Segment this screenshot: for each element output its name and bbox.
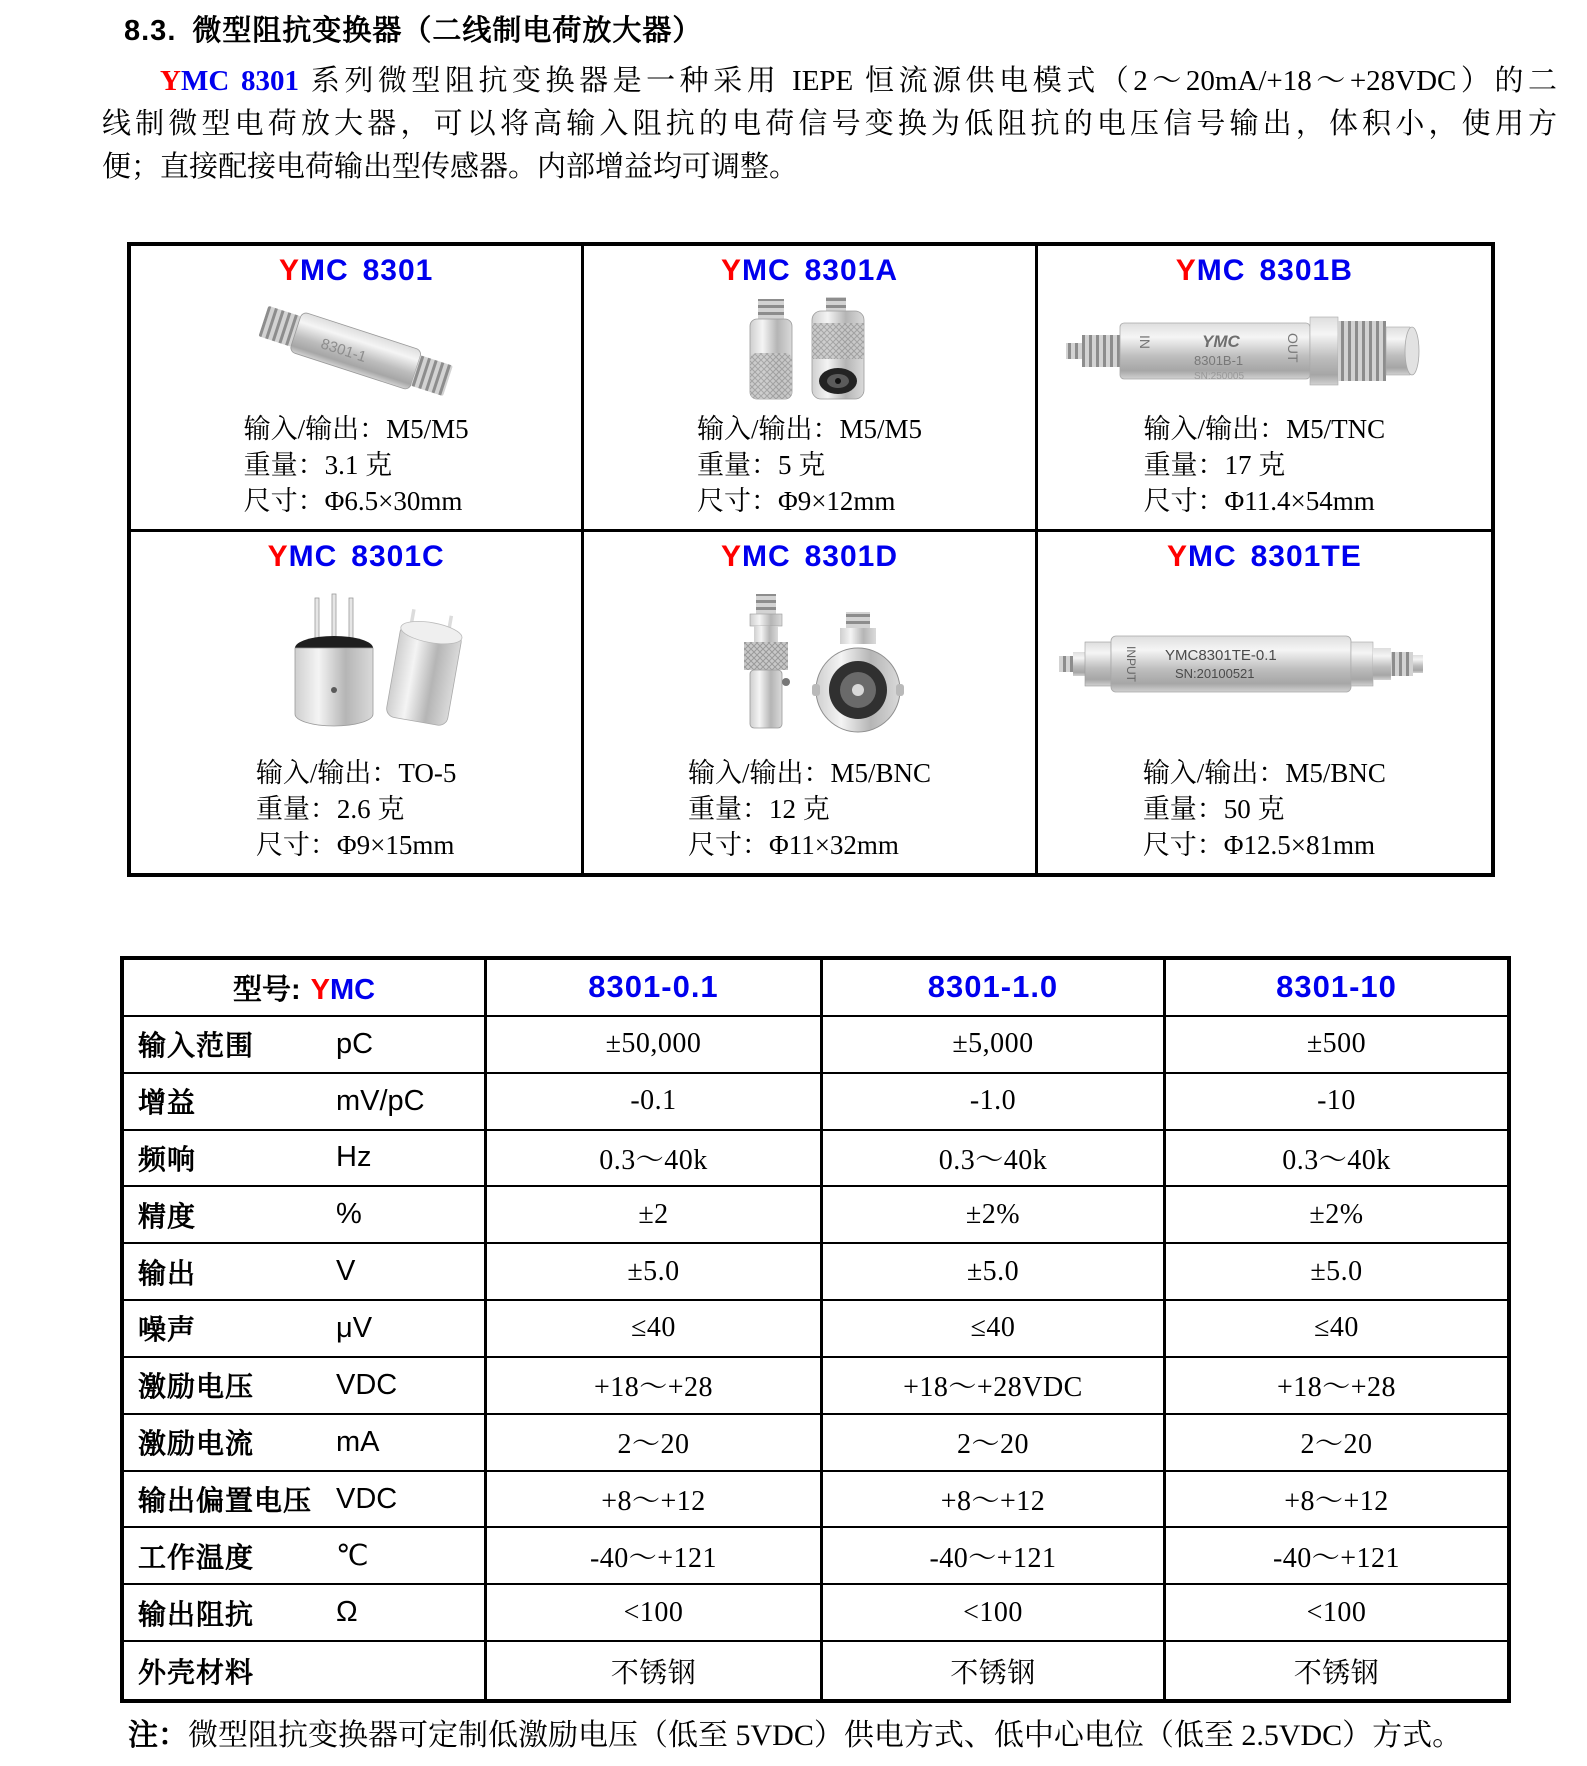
spec-value: -40～+121 [823,1528,1166,1585]
product-marking: IN [1137,334,1154,349]
product-cell-8301b [1038,246,1491,532]
spec-value: ±2% [823,1187,1166,1244]
product-io: 输入/输出：M5/M5 [243,414,469,444]
product-marking: YMC8301TE-0.1 [1165,646,1278,664]
spec-value: ±2% [1166,1187,1507,1244]
product-specs [256,755,457,863]
spec-row-label: 频响 Hz [124,1131,487,1188]
product-io: 输入/输出：M5/M5 [696,414,922,444]
spec-value: -10 [1166,1074,1507,1131]
product-io: 输入/输出：M5/BNC [687,758,931,788]
spec-value: ≤40 [1166,1301,1507,1358]
spec-value: 0.3～40k [1166,1131,1507,1188]
brand-y: Y [310,973,330,1006]
spec-row-label: 输入范围 pC [124,1017,487,1074]
spec-unit: VDC [336,1368,398,1401]
spec-value: <100 [1166,1585,1507,1642]
product-specs [1143,755,1386,863]
product-size: 尺寸：Φ12.5×81mm [1142,830,1376,860]
spec-header-model: 8301-0.1 [487,960,823,1017]
product-weight: 重量：5 克 [696,450,826,480]
brand-model: MC 8301 [180,65,300,97]
spec-value: +18～+28 [487,1358,823,1415]
product-model: 8301B [1259,254,1353,287]
product-marking: OUT [1285,332,1302,363]
product-model: 8301C [351,540,445,573]
intro-line: 线制微型电荷放大器，可以将高输入阻抗的电荷信号变换为低阻抗的电压信号输出，体积小，使用方 [102,108,1557,140]
product-io: 输入/输出：TO-5 [255,758,457,788]
product-title [279,254,433,288]
product-photo-8301d [584,574,1034,755]
product-weight: 重量：50 克 [1142,794,1285,824]
spec-value: ≤40 [823,1301,1166,1358]
spec-row-label: 精度 % [124,1187,487,1244]
spec-value: ±5.0 [1166,1244,1507,1301]
product-size: 尺寸：Φ9×12mm [696,486,896,516]
product-cell-8301d [584,532,1037,873]
product-weight: 重量：3.1 克 [243,450,393,480]
brand-y: Y [160,65,181,97]
spec-value: 不锈钢 [1293,1657,1380,1689]
footnote [128,1710,1462,1754]
spec-value: ±50,000 [487,1017,823,1074]
brand-y: Y [1166,540,1188,573]
product-size: 尺寸：Φ9×15mm [255,830,455,860]
product-model: 8301D [804,540,899,573]
spec-value: ±2 [487,1187,823,1244]
product-title [721,254,898,288]
product-specs [244,411,469,519]
spec-value: -40～+121 [487,1528,823,1585]
brand-y: Y [278,254,300,287]
product-photo-8301b-svg [1054,291,1474,409]
intro-line: 便；直接配接电荷输出型传感器。内部增益均可调整。 [102,151,799,183]
brand-y: Y [720,254,742,287]
spec-value: +18～+28 [1166,1358,1507,1415]
product-marking: SN:20100521 [1175,665,1255,681]
product-weight: 重量：17 克 [1143,450,1286,480]
product-specs [1144,411,1386,519]
product-cell-8301te [1038,532,1491,873]
spec-value: -0.1 [487,1074,823,1131]
product-model: 8301A [804,254,899,287]
product-title [1176,254,1353,288]
product-cell-8301c [131,532,584,873]
spec-unit: V [336,1255,356,1288]
spec-row-label: 输出 V [124,1244,487,1301]
spec-row-label: 激励电流 mA [124,1415,487,1472]
product-title [268,540,445,574]
footnote-text: 微型阻抗变换器可定制低激励电压（低至 5VDC）供电方式、低中心电位（低至 2.5VDC）方式。 [188,1719,1463,1752]
product-marking: SN:250005 [1194,370,1245,382]
spec-unit: VDC [336,1482,398,1515]
spec-value: 不锈钢 [487,1642,823,1699]
spec-value: +8～+12 [1166,1472,1507,1529]
spec-value: ±500 [1166,1017,1507,1074]
product-model: 8301TE [1250,540,1362,573]
product-size: 尺寸：Φ11.4×54mm [1143,486,1375,516]
product-photo-8301a-svg [704,291,914,409]
spec-row-label: 激励电压 VDC [124,1358,487,1415]
spec-unit: mA [336,1425,380,1458]
spec-unit: ℃ [336,1540,369,1573]
footnote-label: 注： [128,1719,188,1752]
spec-value: <100 [823,1585,1166,1642]
product-photo-8301d-svg [694,586,924,744]
product-title [721,540,898,574]
spec-unit: % [336,1198,362,1231]
spec-header-model: 8301-10 [1166,960,1507,1017]
spec-value: 2～20 [1166,1415,1507,1472]
brand-mc: MC [288,540,338,573]
product-photo-8301b [1038,288,1491,411]
spec-value: -1.0 [823,1074,1166,1131]
product-weight: 重量：12 克 [687,794,830,824]
spec-unit: μV [336,1311,373,1344]
spec-table [120,956,1511,1703]
brand-mc: MC [741,540,791,573]
spec-value: ±5,000 [823,1017,1166,1074]
intro-text: 系列微型阻抗变换器是一种采用 IEPE 恒流源供电模式（2～20mA/+18～+28VDC）的二 [299,65,1557,97]
product-photo-8301-svg [231,291,481,409]
brand-mc: MC [741,254,791,287]
spec-value: -40～+121 [1166,1528,1507,1585]
brand-mc: MC [299,254,349,287]
product-photo-8301c [131,574,581,755]
spec-row-label: 外壳材料 [124,1642,487,1699]
section-heading [124,8,702,49]
product-photo-8301te-svg [1049,590,1479,740]
intro-line [102,60,1557,103]
brand-mc: MC [329,973,376,1006]
product-cell-8301a [584,246,1037,532]
spec-row-label: 工作温度 ℃ [124,1528,487,1585]
spec-unit: Hz [336,1141,372,1174]
product-specs [688,755,931,863]
section-number: 8.3. [124,15,177,47]
brand-y: Y [267,540,289,573]
spec-value: ±5.0 [487,1244,823,1301]
brand-mc: MC [1187,540,1237,573]
product-title [1167,540,1362,574]
product-photo-8301 [131,288,581,411]
spec-value: 0.3～40k [823,1131,1166,1188]
spec-unit: Ω [336,1596,358,1629]
product-marking: 8301B-1 [1194,352,1244,368]
product-marking: 8301-1 [318,334,369,366]
spec-unit: mV/pC [336,1084,425,1117]
spec-row-label: 输出偏置电压 VDC [124,1472,487,1529]
spec-header-model-label [124,960,487,1017]
product-specs [697,411,922,519]
spec-row-label: 输出阻抗 Ω [124,1585,487,1642]
product-photo-8301a [584,288,1034,411]
product-photo-8301c-svg [241,586,471,744]
product-io: 输入/输出：M5/BNC [1142,758,1386,788]
intro-paragraph [102,60,1557,189]
brand-mc: MC [1196,254,1246,287]
brand-y: Y [1175,254,1197,287]
product-gallery-table [127,242,1495,877]
spec-value: +8～+12 [823,1472,1166,1529]
spec-row-label: 噪声 μV [124,1301,487,1358]
spec-value: +18～+28VDC [823,1358,1166,1415]
product-marking: INPUT [1124,645,1139,682]
section-title: 微型阻抗变换器（二线制电荷放大器） [192,15,703,47]
spec-value: 0.3～40k [487,1131,823,1188]
product-model: 8301 [362,254,434,287]
spec-value: ±5.0 [823,1244,1166,1301]
product-cell-8301 [131,246,584,532]
spec-value: ≤40 [487,1301,823,1358]
spec-value: 2～20 [487,1415,823,1472]
spec-value: <100 [487,1585,823,1642]
product-photo-8301te [1038,574,1491,755]
product-weight: 重量：2.6 克 [255,794,405,824]
spec-row-label: 增益 mV/pC [124,1074,487,1131]
brand-y: Y [720,540,742,573]
product-size: 尺寸：Φ6.5×30mm [243,486,463,516]
product-size: 尺寸：Φ11×32mm [687,830,899,860]
product-io: 输入/输出：M5/TNC [1143,414,1386,444]
product-marking: YMC [1202,331,1241,351]
spec-value: +8～+12 [487,1472,823,1529]
spec-header-label: 型号: YMC [232,973,376,1006]
spec-value: 2～20 [823,1415,1166,1472]
spec-value: 不锈钢 [823,1642,1166,1699]
spec-header-model: 8301-1.0 [823,960,1166,1017]
spec-unit: pC [336,1027,374,1060]
